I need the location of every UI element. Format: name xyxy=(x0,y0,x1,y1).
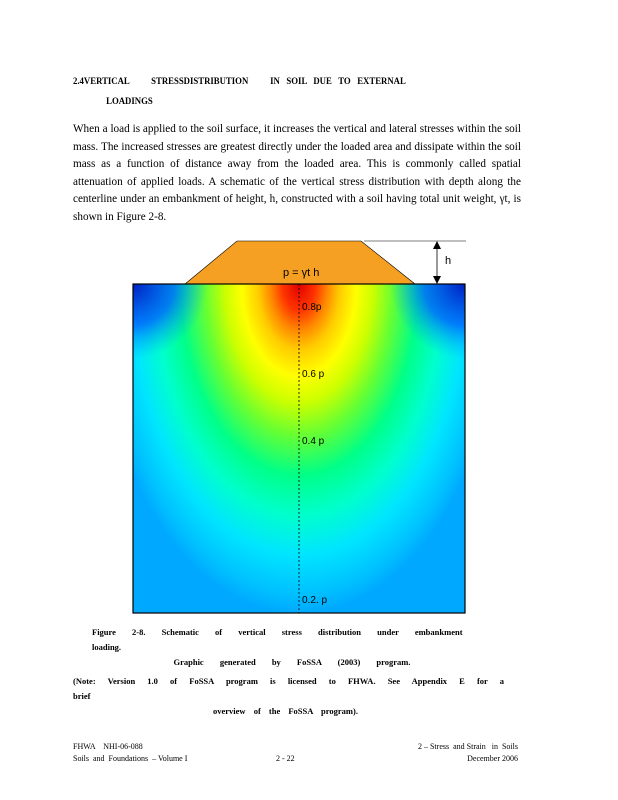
contour-label-08: 0.8p xyxy=(302,302,322,313)
contour-label-02: 0.2. p xyxy=(302,595,328,606)
footer-publication-id: FHWA NHI-06-088 xyxy=(73,742,143,751)
contour-label-06: 0.6 p xyxy=(302,369,325,380)
figure-caption-line1: Figure 2-8. Schematic of vertical stress distribution under embankment loading. xyxy=(92,627,463,652)
contour-corner-left xyxy=(133,284,233,384)
license-note-line2: overview of the FoSSA program). xyxy=(213,706,358,716)
figure-caption xyxy=(92,625,492,670)
page-number: 2 - 22 xyxy=(276,754,295,763)
footer-manual-title: Soils and Foundations – Volume I xyxy=(73,754,188,763)
contour-label-04: 0.4 p xyxy=(302,436,325,447)
section-heading-line2: LOADINGS xyxy=(106,97,153,107)
footer-left xyxy=(73,741,187,765)
height-label: h xyxy=(445,255,452,267)
footer-date: December 2006 xyxy=(467,754,518,763)
height-arrow-up xyxy=(433,241,441,249)
section-heading-line1: 2.4VERTICAL STRESSDISTRIBUTION IN SOIL DUE TO EXTERNAL xyxy=(73,77,406,87)
license-note xyxy=(73,674,521,719)
embankment-load-label: p = γt h xyxy=(283,267,320,279)
figure-caption-line2: Graphic generated by FoSSA (2003) program. xyxy=(173,657,411,667)
contour-corner-right xyxy=(365,284,465,384)
footer-right xyxy=(400,741,518,765)
footer-chapter-title: 2 – Stress and Strain in Soils xyxy=(417,742,518,751)
height-arrow-down xyxy=(433,276,441,284)
license-note-line1: (Note: Version 1.0 of FoSSA program is licensed to FHWA. See Appendix E for a brief xyxy=(73,676,505,701)
body-paragraph: When a load is applied to the soil surface, it increases the vertical and lateral stresses within the soil mass. The increased stresses are greatest directly under the loaded area and dissipate within the soil mass as a function of distance away from the loaded area. This is commonly called spatial attenuation of applied loads. A schematic of the vertical stress distribution with depth along the centerline under an embankment of height, h, constructed with a soil having total unit weight, γt, is shown in Figure 2-8. xyxy=(73,123,521,223)
